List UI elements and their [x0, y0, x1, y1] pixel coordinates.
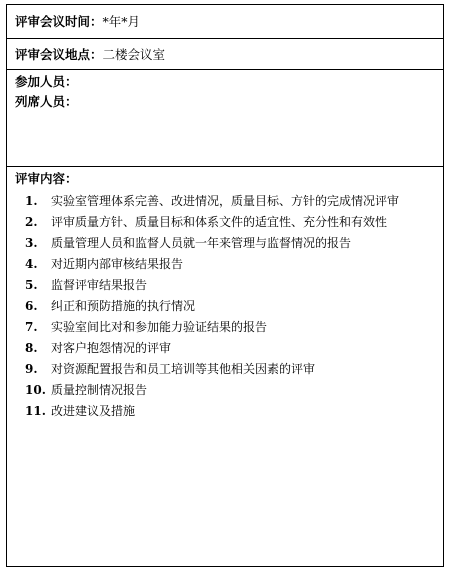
review-item-text: 对近期内部审核结果报告 — [51, 257, 184, 271]
review-item-number: 8. — [25, 341, 38, 355]
meeting-place-line — [15, 47, 165, 63]
meeting-time-label: 评审会议时间： — [15, 14, 103, 29]
attendees-line — [15, 74, 78, 90]
review-item — [25, 191, 437, 212]
review-content-row — [7, 167, 443, 566]
review-item-text: 质量控制情况报告 — [51, 383, 148, 397]
review-item-text: 评审质量方针、质量目标和体系文件的适宜性、充分性和有效性 — [51, 215, 388, 229]
review-item-text: 实验室间比对和参加能力验证结果的报告 — [51, 320, 268, 334]
review-item — [25, 254, 437, 275]
review-item-text: 质量管理人员和监督人员就一年来管理与监督情况的报告 — [51, 236, 352, 250]
observers-label: 列席人员： — [15, 94, 78, 109]
review-item-number: 11. — [25, 404, 46, 418]
meeting-time-row — [7, 5, 443, 39]
review-item-text: 实验室管理体系完善、改进情况，质量目标、方针的完成情况评审 — [51, 194, 400, 208]
review-item — [25, 296, 437, 317]
review-item-text: 对客户抱怨情况的评审 — [51, 341, 172, 355]
observers-line — [15, 94, 78, 110]
review-item-text: 纠正和预防措施的执行情况 — [51, 299, 196, 313]
review-item-number: 2. — [25, 215, 38, 229]
review-item — [25, 275, 437, 296]
review-content-label — [15, 171, 78, 187]
review-item-text: 监督评审结果报告 — [51, 278, 148, 292]
review-meeting-form — [6, 4, 444, 567]
meeting-place-row — [7, 39, 443, 70]
review-item — [25, 359, 437, 380]
meeting-people-row — [7, 70, 443, 167]
review-item-number: 7. — [25, 320, 38, 334]
meeting-place-value: 二楼会议室 — [102, 47, 166, 62]
meeting-time-line — [15, 14, 140, 30]
review-item-text: 对资源配置报告和员工培训等其他相关因素的评审 — [51, 362, 316, 376]
review-item — [25, 233, 437, 254]
review-content-label-text: 评审内容： — [15, 171, 78, 186]
review-item-number: 5. — [25, 278, 38, 292]
review-item-text: 改进建议及措施 — [51, 404, 136, 418]
attendees-label: 参加人员： — [15, 74, 78, 89]
review-item-number: 10. — [25, 383, 46, 397]
review-item-number: 3. — [25, 236, 38, 250]
review-item — [25, 401, 437, 422]
review-item-number: 4. — [25, 257, 38, 271]
review-item-number: 1. — [25, 194, 38, 208]
review-item — [25, 380, 437, 401]
meeting-time-value: *年*月 — [102, 14, 141, 29]
review-item — [25, 338, 437, 359]
review-item — [25, 317, 437, 338]
meeting-place-label: 评审会议地点： — [15, 47, 103, 62]
review-item-number: 6. — [25, 299, 38, 313]
review-items-list — [25, 191, 437, 422]
review-item — [25, 212, 437, 233]
review-item-number: 9. — [25, 362, 38, 376]
